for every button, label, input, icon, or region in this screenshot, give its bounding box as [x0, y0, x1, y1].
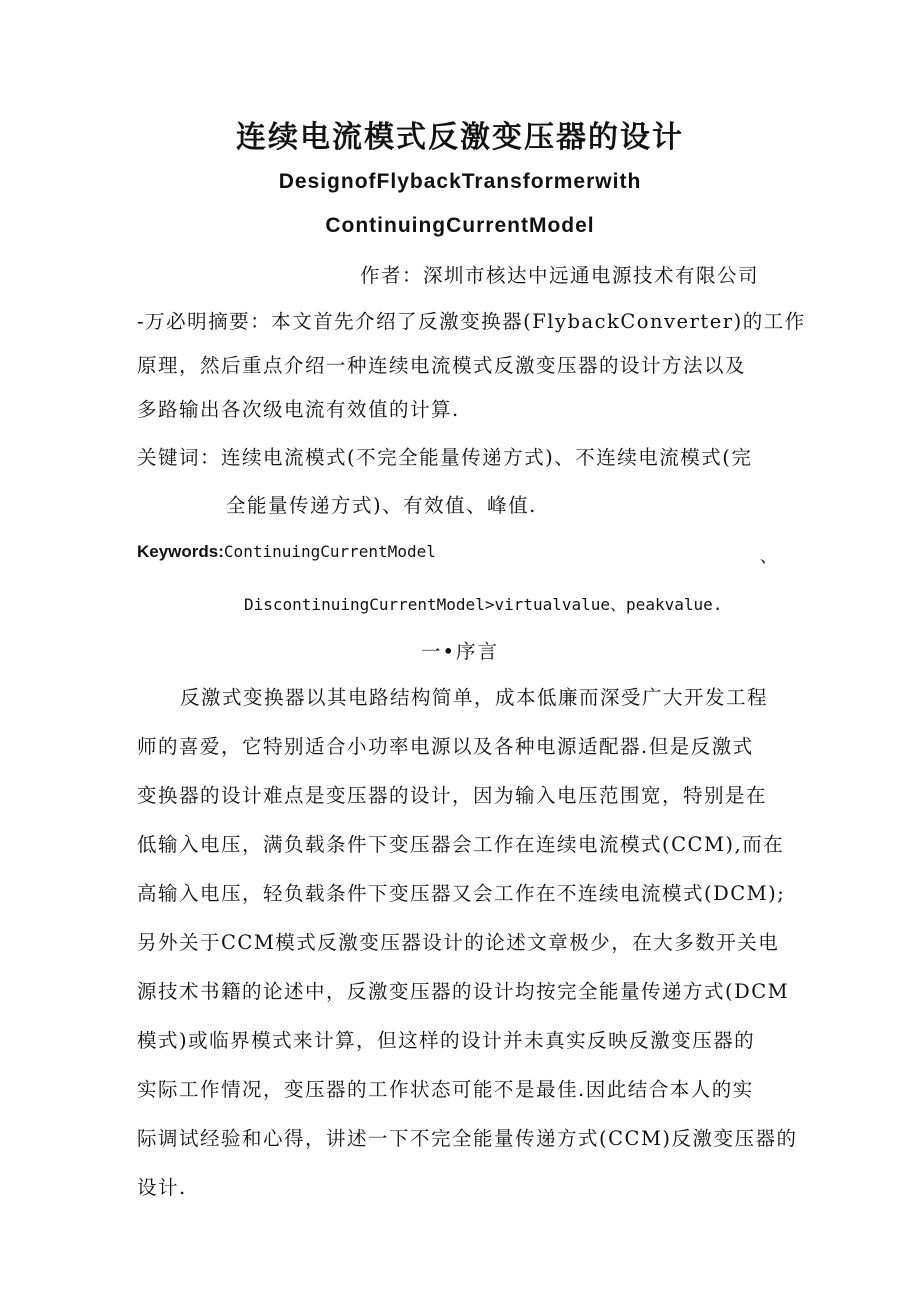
paragraph-line: 实际工作情况，变压器的工作状态可能不是最佳.因此结合本人的实	[137, 1078, 754, 1101]
paragraph-line: 低输入电压，满负载条件下变压器会工作在连续电流模式(CCM),而在	[137, 833, 785, 856]
keywords-en-line-1	[137, 542, 436, 562]
keywords-cn-line-1: 关键词：连续电流模式(不完全能量传递方式)、不连续电流模式(完	[137, 446, 753, 469]
keywords-en-line-2: DiscontinuingCurrentModel>virtualvalue、peakvalue.	[244, 595, 723, 614]
paragraph-line: 源技术书籍的论述中，反激变压器的设计均按完全能量传递方式(DCM	[137, 980, 790, 1003]
keywords-en-separator: 、	[760, 547, 777, 567]
author-line: 作者：深圳市核达中远通电源技术有限公司	[360, 264, 760, 287]
paragraph-line: 另外关于CCM模式反激变压器设计的论述文章极少，在大多数开关电	[137, 931, 780, 954]
paragraph-line: 模式)或临界模式来计算，但这样的设计并未真实反映反激变压器的	[137, 1029, 756, 1052]
title-english-line-1: DesignofFlybackTransformerwith	[278, 170, 642, 193]
abstract-line-3: 多路输出各次级电流有效值的计算.	[137, 398, 460, 421]
title-chinese: 连续电流模式反激变压器的设计	[236, 120, 684, 155]
paragraph-line: 设计.	[137, 1176, 187, 1199]
paragraph-line: 高输入电压，轻负载条件下变压器又会工作在不连续电流模式(DCM);	[137, 882, 786, 905]
paragraph-line: 反激式变换器以其电路结构简单，成本低廉而深受广大开发工程	[180, 686, 769, 709]
keywords-en-value-1: ContinuingCurrentModel	[223, 542, 436, 561]
paragraph-line: 变换器的设计难点是变压器的设计，因为输入电压范围宽，特别是在	[137, 784, 768, 807]
paragraph-line: 师的喜爱，它特别适合小功率电源以及各种电源适配器.但是反激式	[137, 735, 754, 758]
keywords-cn-line-2: 全能量传递方式)、有效值、峰值.	[226, 494, 537, 517]
abstract-line-2: 原理，然后重点介绍一种连续电流模式反激变压器的设计方法以及	[137, 354, 747, 377]
title-english-line-2: ContinuingCurrentModel	[325, 214, 595, 237]
section-heading-preface: 一•序言	[420, 640, 499, 663]
keywords-en-label: Keywords:	[137, 542, 224, 561]
paragraph-line: 际调试经验和心得，讲述一下不完全能量传递方式(CCM)反激变压器的	[137, 1127, 798, 1150]
abstract-line-1: -万必明摘要：本文首先介绍了反激变换器(FlybackConverter)的工作	[137, 310, 806, 333]
